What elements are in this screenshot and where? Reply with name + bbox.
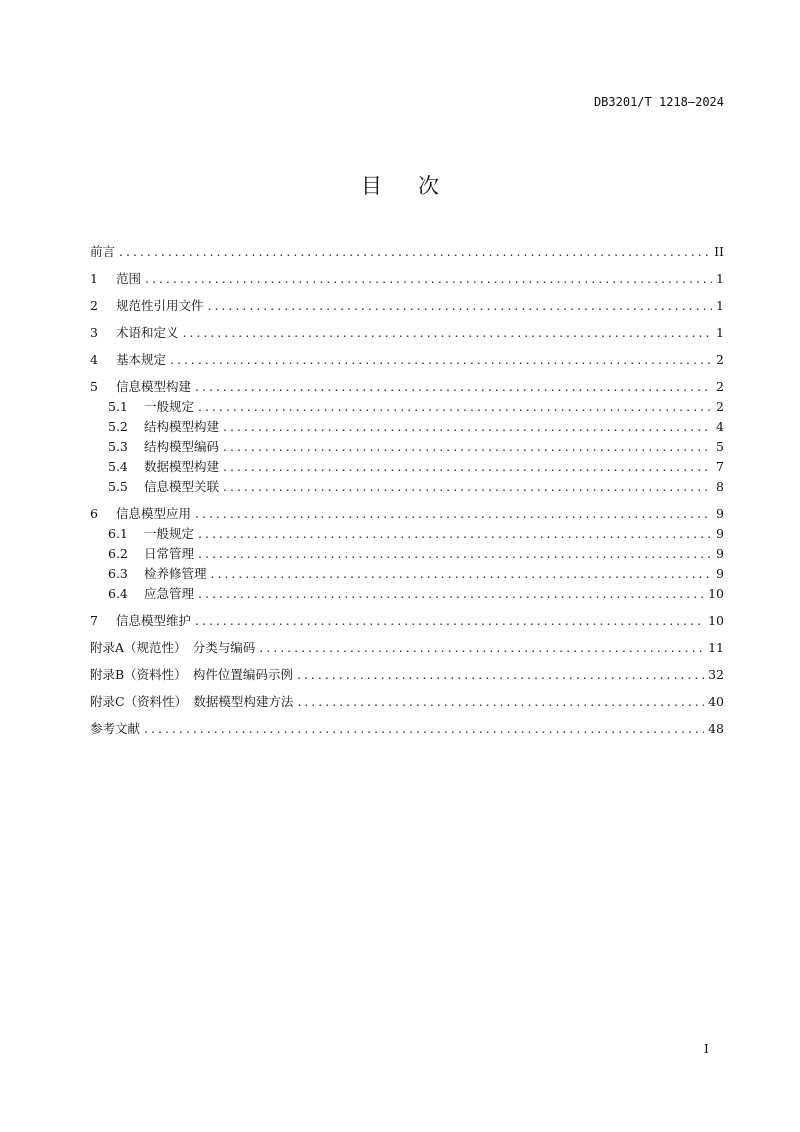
toc-entry-number: 6 — [90, 506, 98, 521]
toc-entry-label: 规范性引用文件 — [116, 298, 204, 313]
toc-entry[interactable] — [90, 564, 724, 584]
toc-entry[interactable] — [90, 377, 724, 397]
toc-entry-label: 一般规定 — [144, 399, 195, 414]
toc-entry-label: 应急管理 — [144, 586, 195, 601]
dot-leader — [145, 269, 712, 289]
toc-entry-number: 7 — [90, 613, 98, 628]
dot-leader — [119, 242, 710, 262]
toc-entry-number: 4 — [90, 352, 98, 367]
toc-entry-number: 1 — [90, 271, 98, 286]
toc-entry-page: 32 — [708, 667, 724, 682]
toc-entry-number: 3 — [90, 325, 98, 340]
toc-entry-number: 5.3 — [108, 439, 128, 454]
toc-entry-page: 48 — [708, 721, 724, 736]
toc-entry-page: 1 — [716, 271, 724, 286]
toc-entry-page: 10 — [708, 586, 724, 601]
dot-leader — [223, 477, 712, 497]
toc-entry-page: 9 — [716, 506, 724, 521]
dot-leader — [195, 504, 712, 524]
toc-entry-number: 6.2 — [108, 546, 128, 561]
toc-entry[interactable] — [90, 504, 724, 524]
toc-entry-page: 2 — [716, 399, 724, 414]
toc-entry[interactable] — [90, 417, 724, 437]
toc-entry-label: 附录A（规范性） 分类与编码 — [90, 640, 256, 655]
dot-leader — [208, 296, 713, 316]
toc-entry[interactable] — [90, 457, 724, 477]
toc-entry[interactable] — [90, 665, 724, 685]
document-number: DB3201/T 1218—2024 — [593, 95, 724, 109]
toc-entry-label: 信息模型构建 — [116, 379, 192, 394]
toc-entry-label: 附录C（资料性） 数据模型构建方法 — [90, 694, 294, 709]
toc-entry-label: 术语和定义 — [116, 325, 179, 340]
toc-entry-number: 5.4 — [108, 459, 128, 474]
toc-entry-page: 2 — [716, 379, 724, 394]
toc-entry-page: 1 — [716, 325, 724, 340]
toc-entry-label: 数据模型构建 — [144, 459, 220, 474]
toc-entry-number: 5.5 — [108, 479, 128, 494]
toc-entry-number: 5 — [90, 379, 98, 394]
toc-entry-number: 6.4 — [108, 586, 128, 601]
toc-entry-label: 结构模型构建 — [144, 419, 220, 434]
toc-entry-page: 5 — [716, 439, 724, 454]
toc-entry-page: 9 — [716, 566, 724, 581]
toc-entry-label: 范围 — [116, 271, 142, 286]
toc-entry[interactable] — [90, 638, 724, 658]
toc-entry-page: 1 — [716, 298, 724, 313]
toc-entry[interactable] — [90, 296, 724, 316]
toc-entry-page: II — [714, 244, 724, 259]
toc-entry-page: 9 — [716, 546, 724, 561]
page-number: I — [704, 1042, 709, 1056]
toc-entry-number: 2 — [90, 298, 98, 313]
toc-entry-page: 40 — [708, 694, 724, 709]
dot-leader — [259, 638, 704, 658]
toc-entry-page: 9 — [716, 526, 724, 541]
toc-entry-label: 一般规定 — [144, 526, 195, 541]
toc-entry-label: 参考文献 — [90, 721, 141, 736]
dot-leader — [195, 611, 704, 631]
toc-entry[interactable] — [90, 544, 724, 564]
dot-leader — [223, 417, 712, 437]
dot-leader — [170, 350, 712, 370]
table-of-contents — [90, 242, 724, 739]
toc-entry-label: 前言 — [90, 244, 116, 259]
toc-entry-number: 6.1 — [108, 526, 128, 541]
dot-leader — [198, 397, 712, 417]
toc-entry-label: 基本规定 — [116, 352, 167, 367]
toc-entry-label: 结构模型编码 — [144, 439, 220, 454]
page-title: 目次 — [361, 174, 475, 198]
dot-leader — [144, 719, 704, 739]
dot-leader — [223, 457, 712, 477]
toc-entry-page: 7 — [716, 459, 724, 474]
dot-leader — [211, 564, 713, 584]
toc-entry-page: 10 — [708, 613, 724, 628]
toc-entry-label: 检养修管理 — [144, 566, 207, 581]
toc-entry-label: 信息模型关联 — [144, 479, 220, 494]
toc-entry-label: 信息模型应用 — [116, 506, 192, 521]
dot-leader — [198, 524, 712, 544]
toc-entry-label: 日常管理 — [144, 546, 195, 561]
toc-entry[interactable] — [90, 269, 724, 289]
toc-entry[interactable] — [90, 350, 724, 370]
toc-entry[interactable] — [90, 692, 724, 712]
dot-leader — [223, 437, 712, 457]
toc-entry[interactable] — [90, 397, 724, 417]
toc-entry-number: 5.1 — [108, 399, 128, 414]
dot-leader — [198, 584, 704, 604]
dot-leader — [195, 377, 712, 397]
toc-entry[interactable] — [90, 611, 724, 631]
toc-entry[interactable] — [90, 584, 724, 604]
toc-entry-page: 11 — [708, 640, 724, 655]
dot-leader — [183, 323, 713, 343]
toc-entry[interactable] — [90, 477, 724, 497]
toc-entry-label: 附录B（资料性） 构件位置编码示例 — [90, 667, 293, 682]
dot-leader — [297, 665, 704, 685]
toc-entry-page: 8 — [716, 479, 724, 494]
toc-entry-number: 5.2 — [108, 419, 128, 434]
toc-entry-label: 信息模型维护 — [116, 613, 192, 628]
toc-entry[interactable] — [90, 524, 724, 544]
toc-entry-number: 6.3 — [108, 566, 128, 581]
toc-entry-page: 2 — [716, 352, 724, 367]
dot-leader — [297, 692, 704, 712]
toc-entry[interactable] — [90, 437, 724, 457]
toc-entry[interactable] — [90, 323, 724, 343]
toc-entry[interactable] — [90, 242, 724, 262]
dot-leader — [198, 544, 712, 564]
toc-entry-page: 4 — [716, 419, 724, 434]
toc-entry[interactable] — [90, 719, 724, 739]
